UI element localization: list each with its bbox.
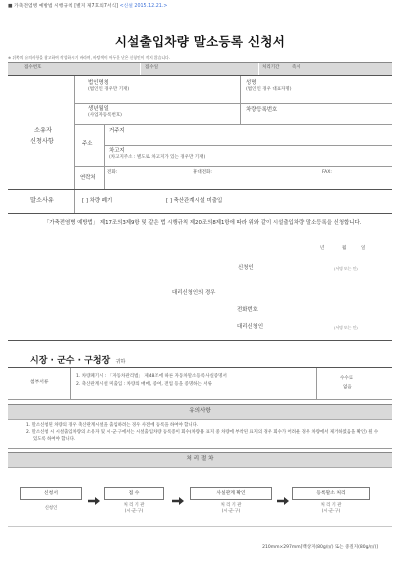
divider xyxy=(8,189,392,190)
mobile-label: 휴대전화: xyxy=(193,170,212,175)
process-actor: 처 리 기 관 xyxy=(220,503,242,508)
form-title: 시설출입차량 말소등록 신청서 xyxy=(114,34,286,49)
divider xyxy=(104,124,105,189)
divider xyxy=(258,63,259,75)
applicant-signature: (서명 또는 인) xyxy=(334,266,358,271)
divider xyxy=(8,367,392,368)
corp-name-hint: (법인인 경우만 기재) xyxy=(88,87,130,92)
name-label: 성명 xyxy=(246,80,257,86)
divider xyxy=(8,448,392,449)
form-reference-text: ■ 가축전염병 예방법 시행규칙 [별지 제7호의7서식] xyxy=(8,4,119,9)
proxy-signature: (서명 또는 인) xyxy=(334,325,358,330)
form-reference xyxy=(8,4,167,10)
owner-section-label: 신청사항 xyxy=(30,138,54,145)
divider xyxy=(8,399,392,400)
birth-label: 생년월일 xyxy=(88,106,109,112)
paper-spec-footer: 210mm×297mm[백상지(80g/㎡) 또는 중질지(80g/㎡)] xyxy=(262,545,378,550)
process-actor: 처 리 기 관 xyxy=(320,503,342,508)
birth-hint: (사업자등록번호) xyxy=(88,113,122,118)
notice-list xyxy=(26,422,382,443)
process-actor: 신청인 xyxy=(44,506,58,511)
form-note: ※ 뒤쪽의 유의사항을 참고하여 작성하시기 바라며, 바탕색이 어두운 난은 신청인이 적지 않습니다. xyxy=(8,55,170,60)
address-label: 주소 xyxy=(82,141,93,147)
receipt-band xyxy=(8,62,392,75)
garage-hint: (차고지주소 : 별도로 차고지가 있는 경우만 기재) xyxy=(109,155,206,160)
divider xyxy=(74,124,392,125)
process-step-receipt: 접 수 xyxy=(104,487,164,500)
divider xyxy=(74,190,75,213)
process-actor-sub: (시·군·구) xyxy=(321,509,341,514)
processing-period-label: 처리기간 xyxy=(262,65,280,70)
divider xyxy=(8,213,392,214)
name-hint: (법인인 경우 대표자명) xyxy=(246,87,292,92)
divider xyxy=(140,63,141,75)
reason-option-no-facility-access[interactable]: [ ] 축산관계시설 미출입 xyxy=(166,198,223,204)
arrow-right-icon xyxy=(277,490,289,509)
arrow-right-icon xyxy=(88,490,100,509)
receipt-date-label: 접수일 xyxy=(145,65,159,70)
corp-name-label: 법인명칭 xyxy=(88,80,109,86)
proxy-label: 대리신청인 xyxy=(237,324,264,330)
fee-label: 수수료 xyxy=(340,376,354,381)
date-year: 년 xyxy=(320,246,325,251)
garage-label: 차고지 xyxy=(109,148,125,154)
divider xyxy=(8,75,392,76)
attachment-item: 2. 축산관계시설 미출입 : 차량의 매매, 증여, 전업 등을 증명하는 서류 xyxy=(76,382,212,387)
divider xyxy=(74,166,392,167)
divider xyxy=(316,368,317,399)
attachments-label: 첨부서류 xyxy=(30,380,49,385)
receipt-number-label: 접수번호 xyxy=(24,65,42,70)
fax-label: FAX: xyxy=(322,170,332,175)
divider xyxy=(74,103,392,104)
divider xyxy=(104,145,392,146)
process-actor-sub: (시·군·구) xyxy=(124,509,144,514)
residence-label: 거주지 xyxy=(109,128,125,134)
divider xyxy=(74,76,75,189)
fee-value: 없음 xyxy=(343,385,352,390)
notice-item: 1. 말소신청된 차량의 경우 축산관계시설을 출입하려는 경우 사전에 등록을 하여야 합니다. xyxy=(26,423,199,428)
notice-item: 2. 말소신청 시 시설출입차량의 소유자 및 시·군·구에서는 시설출입차량 등록증이 회수(차량용 표지 중 차량에 부착된 표지의 경우 회수가 어려운 경우 차량에서 제거하였음을 확인) 될 수 있도록 하여야 합니다. xyxy=(26,430,379,442)
process-step-cancellation: 등록말소 처리 xyxy=(292,487,370,500)
arrow-right-icon xyxy=(172,490,184,509)
divider xyxy=(70,368,71,399)
addressee-name: 시장 · 군수 · 구청장 xyxy=(30,356,111,366)
reason-label: 말소사유 xyxy=(30,197,54,204)
addressee xyxy=(30,348,125,367)
processing-period-value: 즉시 xyxy=(292,65,301,70)
date-month: 월 xyxy=(342,246,347,251)
declaration-text: 「가축전염병 예방법」 제17조의3제9항 및 같은 법 시행규칙 제20조의8제1항에 따라 위와 같이 시설출입차량 말소등록을 신청합니다. xyxy=(44,220,362,226)
divider xyxy=(240,76,241,124)
process-actor: 처 리 기 관 xyxy=(123,503,145,508)
owner-section-label: 소유자 xyxy=(34,127,52,134)
addressee-suffix: 귀하 xyxy=(115,359,126,365)
phone-label: 전화: xyxy=(107,170,118,175)
proxy-phone-label: 전화번호 xyxy=(237,307,258,313)
contact-label: 연락처 xyxy=(80,175,96,181)
reason-option-vehicle-scrapped[interactable]: [ ] 차량 폐기 xyxy=(82,198,113,204)
attachment-item: 1. 차량폐기시 : 「자동차관리법」 제48조에 따른 자동차말소등록사실증명서 xyxy=(76,374,227,379)
revision-date: <신설 2015.12.21.> xyxy=(119,4,168,9)
notice-heading: 유의사항 xyxy=(189,408,211,414)
divider xyxy=(8,526,392,527)
proxy-heading: 대리신청인의 경우 xyxy=(172,290,216,296)
process-heading: 처 리 절 차 xyxy=(186,456,214,462)
process-step-application: 신청서 xyxy=(20,487,82,500)
date-day: 일 xyxy=(361,246,366,251)
applicant-label: 신청인 xyxy=(238,265,254,271)
process-actor-sub: (시·군·구) xyxy=(221,509,241,514)
divider xyxy=(8,340,392,341)
process-step-verification: 사실관계 확인 xyxy=(190,487,272,500)
vehicle-number-label: 차량등록번호 xyxy=(246,107,278,113)
